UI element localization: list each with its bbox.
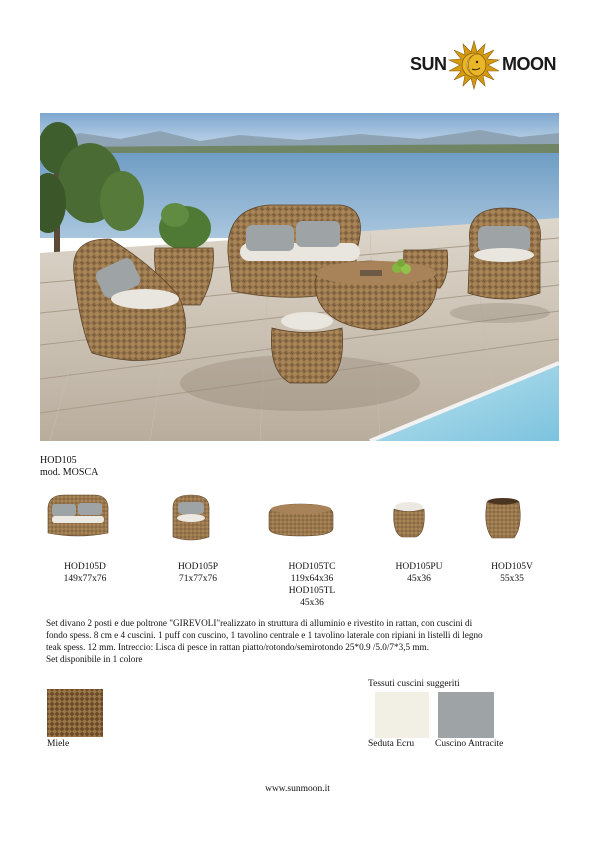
item-code: HOD105D <box>64 562 106 572</box>
finish-swatch-miele <box>47 689 103 737</box>
item-code: HOD105P <box>177 562 219 572</box>
item-armchair-label <box>153 561 243 585</box>
item-size: 55x35 <box>500 574 524 584</box>
logo-text-sun: SUN <box>410 54 447 74</box>
product-model: mod. MOSCA <box>40 467 99 478</box>
sun-moon-emblem-icon <box>448 40 500 90</box>
description-line: Set divano 2 posti e due poltrone "GIREVOLI"realizzato in struttura di alluminio e rivestito in rattan, con cuscini di <box>46 618 473 628</box>
item-size-secondary: 45x36 <box>300 598 324 608</box>
coffee-table-thumbnail-icon <box>267 500 335 538</box>
fabric-label-antracite: Cuscino Antracite <box>435 739 504 749</box>
sofa-thumbnail-icon <box>44 491 112 541</box>
item-size: 45x36 <box>407 574 431 584</box>
item-table-label <box>267 561 357 609</box>
fabric-label-ecru: Seduta Ecru <box>368 739 415 749</box>
item-pouf-label <box>374 561 464 585</box>
item-vase-label <box>467 561 557 585</box>
finish-label: Miele <box>47 739 70 749</box>
item-sofa-label <box>40 561 130 585</box>
vase-thumbnail-icon <box>482 496 524 542</box>
logo-text-moon: MOON <box>502 54 556 74</box>
item-code: HOD105V <box>491 562 533 572</box>
item-size: 149x77x76 <box>63 574 107 584</box>
armchair-thumbnail-icon <box>169 493 213 543</box>
item-size: 119x64x36 <box>290 574 334 584</box>
item-code: HOD105PU <box>395 562 443 572</box>
item-code: HOD105TC <box>288 562 336 572</box>
description-line: teak spess. 12 mm. Intreccio: Lisca di pesce in rattan piatto/rotondo/semirotondo 25*0.9 /5.0/7*3,5 mm. <box>46 642 429 652</box>
footer-website-link[interactable]: www.sunmoon.it <box>265 784 330 794</box>
item-size: 71x77x76 <box>179 574 217 584</box>
description-line: Set disponibile in 1 colore <box>46 654 143 664</box>
hero-photo <box>40 113 559 441</box>
description-line: fondo spess. 8 cm e 4 cuscini. 1 puff con cuscino, 1 tavolino centrale e 1 tavolino laterale con ripiani in listelli di legno <box>46 630 483 640</box>
brand-logo <box>408 40 554 90</box>
fabric-swatch-ecru <box>375 692 429 738</box>
fabrics-title: Tessuti cuscini suggeriti <box>368 679 460 689</box>
fabric-swatch-antracite <box>438 692 494 738</box>
product-code: HOD105 <box>40 455 77 466</box>
product-description <box>46 617 556 665</box>
pouf-thumbnail-icon <box>390 499 428 539</box>
item-code-secondary: HOD105TL <box>288 586 336 596</box>
